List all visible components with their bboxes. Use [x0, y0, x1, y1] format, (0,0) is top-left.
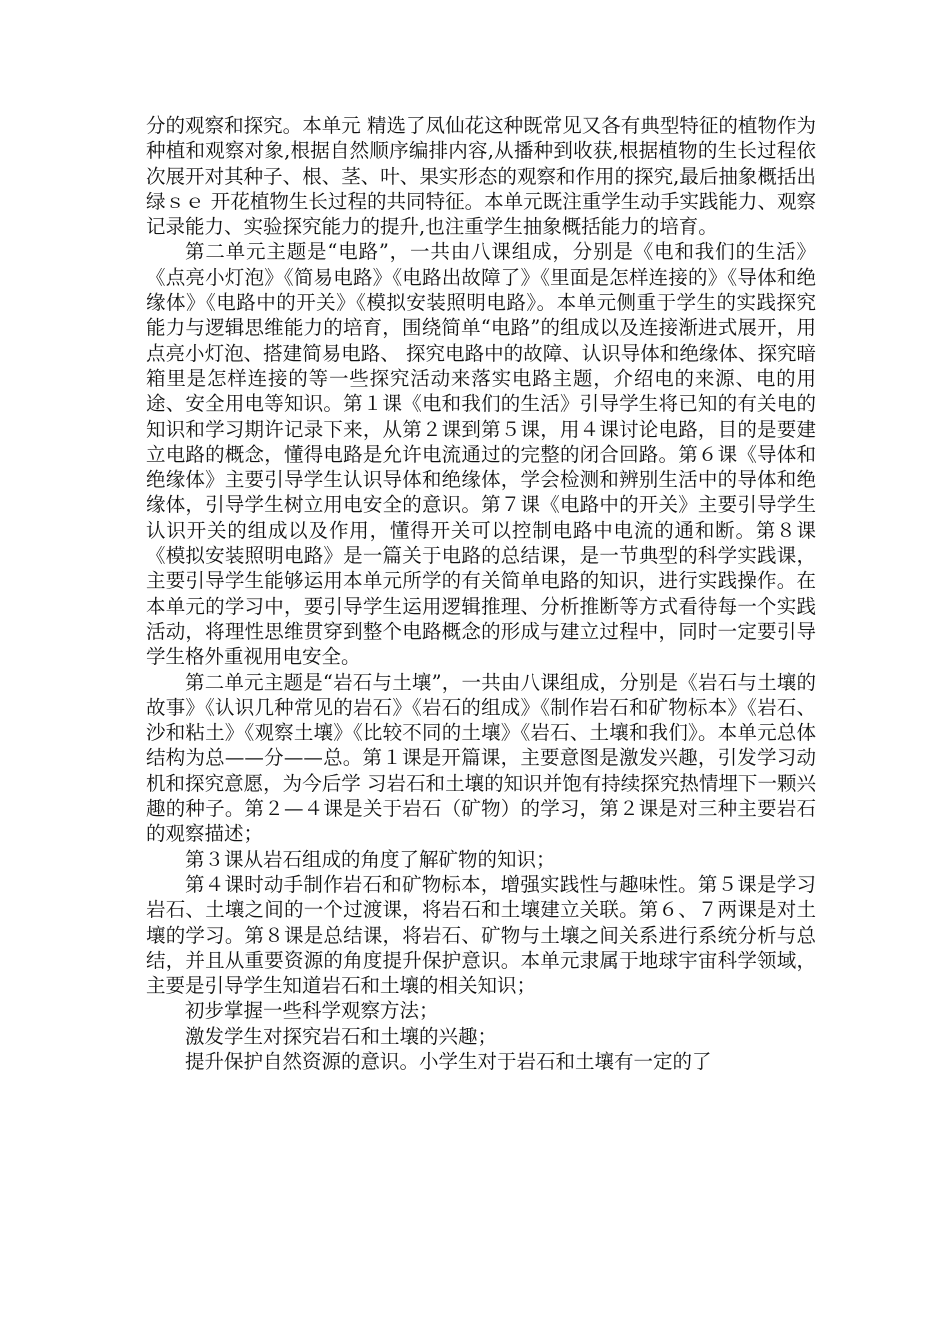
paragraph-2: 第二单元主题是“电路”，一共由八课组成，分别是《电和我们的生活》《点亮小灯泡》《简易电路》《电路出故障了》《里面是怎样连接的》《导体和绝缘体》《电路中的开关》《模拟安装照明电路》。本单元侧重于学生的实践探究能力与逻辑思维能力的培育，围绕简单“电路”的组成以及连接渐进式展开，用点亮小灯泡、搭建简易电路、 探究电路中的故障、认识导体和绝缘体、探究暗箱里是怎样连接的等一些探究活动来落实电路主题，介绍电的来源、电的用途、安全用电等知识。第１课《电和我们的生活》引导学生将已知的有关电的知识和学习期许记录下来，从第２课到第５课，用４课讨论电路，目的是要建立电路的概念，懂得电路是允许电流通过的完整的闭合回路。第６课《导体和绝缘体》主要引导学生认识导体和绝缘体，学会检测和辨别生活中的导体和绝缘体，引导学生树立用电安全的意识。第７课《电路中的开关》主要引导学生认识开关的组成以及作用，懂得开关可以控制电路中电流的通和断。第８课《模拟安装照明电路》是一篇关于电路的总结课，是一节典型的科学实践课，主要引导学生能够运用本单元所学的有关简单电路的知识，进行实践操作。在本单元的学习中，要引导学生运用逻辑推理、分析推断等方式看待每一个实践活动，将理性思维贯穿到整个电路概念的形成与建立过程中，同时一定要引导学生格外重视用电安全。: [146, 240, 816, 669]
document-body: [146, 113, 816, 1074]
paragraph-1: 分的观察和探究。本单元 精选了凤仙花这种既常见又各有典型特征的植物作为种植和观察对象,根据自然顺序编排内容,从播种到收获,根据植物的生长过程依次展开对其种子、根、茎、叶、果实形态的观察和作用的探究,最后抽象概括出绿ｓｅ 开花植物生长过程的共同特征。本单元既注重学生动手实践能力、观察记录能力、实验探究能力的提升,也注重学生抽象概括能力的培育。: [146, 114, 816, 239]
paragraph-8: 提升保护自然资源的意识。小学生对于岩石和土壤有一定的了: [185, 1049, 712, 1073]
paragraph-4: 第３课从岩石组成的角度了解矿物的知识；: [185, 847, 556, 871]
paragraph-3: 第二单元主题是“岩石与土壤”，一共由八课组成，分别是《岩石与土壤的故事》《认识几种常见的岩石》《岩石的组成》《制作岩石和矿物标本》《岩石、沙和粘土》《观察土壤》《比较不同的土壤》《岩石、土壤和我们》。本单元总体结构为总——分——总。第１课是开篇课，主要意图是激发兴趣，引发学习动机和探究意愿，为今后学 习岩石和土壤的知识并饱有持续探究热情埋下一颗兴趣的种子。第２—４课是关于岩石（矿物）的学习，第２课是对三种主要岩石的观察描述；: [146, 670, 816, 846]
paragraph-7: 激发学生对探究岩石和土壤的兴趣；: [185, 1024, 498, 1048]
paragraph-5: 第４课时动手制作岩石和矿物标本，增强实践性与趣味性。第５课是学习岩石、土壤之间的一个过渡课，将岩石和土壤建立关联。第６、７两课是对土壤的学习。第８课是总结课，将岩石、矿物与土壤之间关系进行系统分析与总结，并且从重要资源的角度提升保护意识。本单元隶属于地球宇宙科学领域，主要是引导学生知道岩石和土壤的相关知识；: [146, 872, 816, 998]
paragraph-6: 初步掌握一些科学观察方法；: [185, 999, 439, 1023]
